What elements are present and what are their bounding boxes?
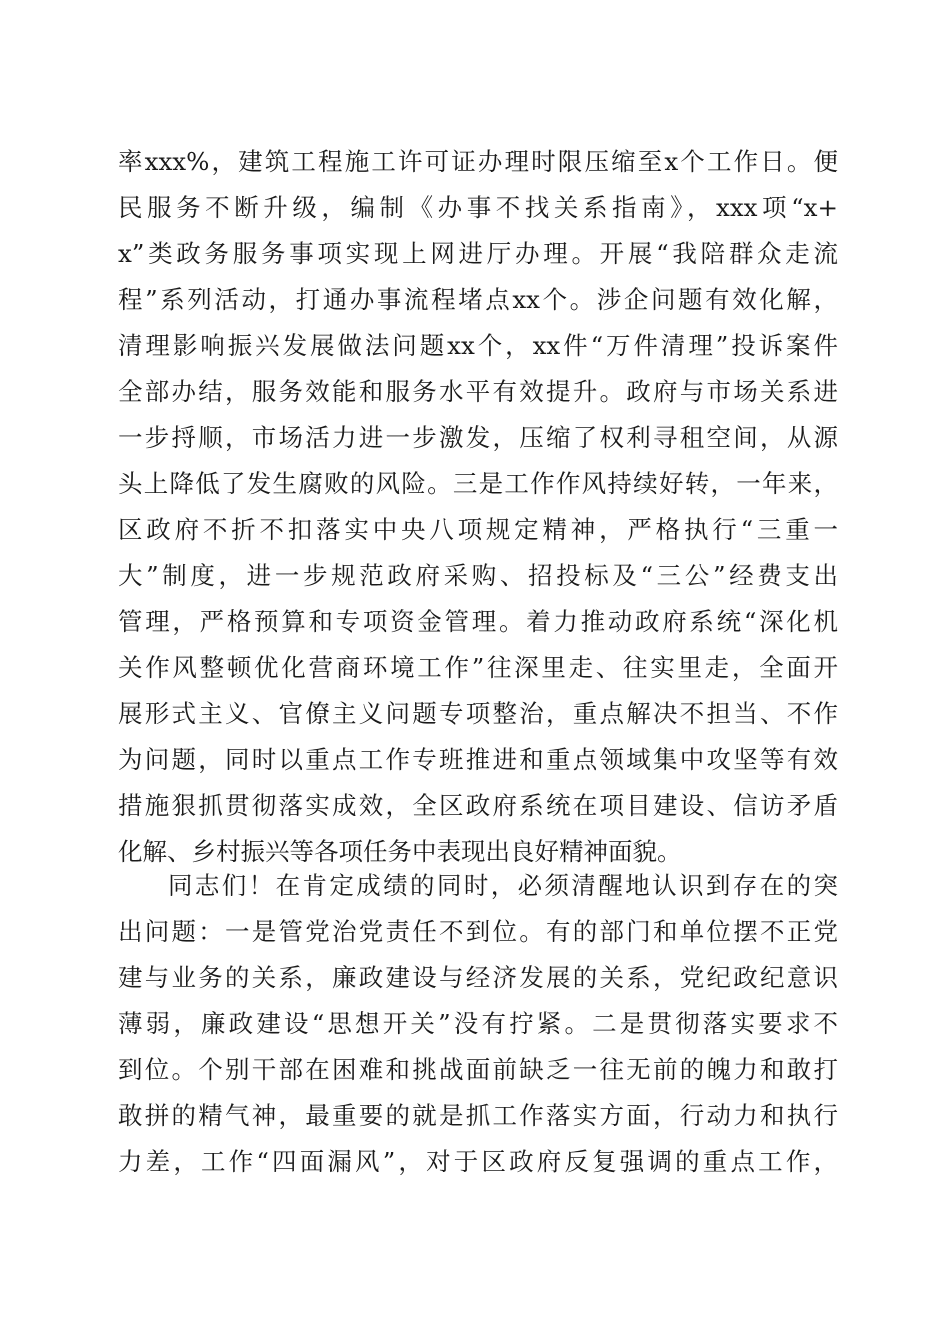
paragraph-line: 清理影响振兴发展做法问题xx个，xx件“万件清理”投诉案件	[118, 331, 838, 360]
paragraph-line: 敢拼的精气神，最重要的就是抓工作落实方面，行动力和执行	[118, 1101, 838, 1130]
paragraph-1	[118, 139, 838, 875]
paragraph-line: 关作风整顿优化营商环境工作”往深里走、往实里走，全面开	[118, 653, 838, 682]
paragraph-line: 薄弱，廉政建设“思想开关”没有拧紧。二是贯彻落实要求不	[118, 1009, 838, 1038]
paragraph-line: 措施狠抓贯彻落实成效，全区政府系统在项目建设、信访矛盾	[118, 791, 838, 820]
paragraph-line: 到位。个别干部在困难和挑战面前缺乏一往无前的魄力和敢打	[118, 1055, 838, 1084]
paragraph-line: 头上降低了发生腐败的风险。三是工作作风持续好转，一年来，	[118, 469, 838, 498]
paragraph-line: 同志们！在肯定成绩的同时，必须清醒地认识到存在的突	[168, 871, 838, 900]
paragraph-line: 建与业务的关系，廉政建设与经济发展的关系，党纪政纪意识	[118, 963, 838, 992]
paragraph-line: 为问题，同时以重点工作专班推进和重点领域集中攻坚等有效	[118, 745, 838, 774]
paragraph-line: x”类政务服务事项实现上网进厅办理。开展“我陪群众走流	[118, 239, 838, 268]
paragraph-line: 展形式主义、官僚主义问题专项整治，重点解决不担当、不作	[118, 699, 838, 728]
paragraph-line: 管理，严格预算和专项资金管理。着力推动政府系统“深化机	[118, 607, 838, 636]
paragraph-line: 程”系列活动，打通办事流程堵点xx个。涉企问题有效化解，	[118, 285, 838, 314]
paragraph-line: 大”制度，进一步规范政府采购、招投标及“三公”经费支出	[118, 561, 838, 590]
paragraph-line: 民服务不断升级，编制《办事不找关系指南》，xxx项“x+	[118, 193, 838, 222]
paragraph-line: 全部办结，服务效能和服务水平有效提升。政府与市场关系进	[118, 377, 838, 406]
paragraph-line: 化解、乡村振兴等各项任务中表现出良好精神面貌。	[118, 837, 682, 866]
paragraph-line: 力差，工作“四面漏风”，对于区政府反复强调的重点工作，	[118, 1147, 838, 1176]
paragraph-line: 一步捋顺，市场活力进一步激发，压缩了权利寻租空间，从源	[118, 423, 838, 452]
paragraph-line: 区政府不折不扣落实中央八项规定精神，严格执行“三重一	[118, 515, 838, 544]
paragraph-line: 率xxx%，建筑工程施工许可证办理时限压缩至x个工作日。便	[118, 147, 838, 176]
paragraph-line: 出问题：一是管党治党责任不到位。有的部门和单位摆不正党	[118, 917, 838, 946]
paragraph-2	[118, 863, 838, 1185]
